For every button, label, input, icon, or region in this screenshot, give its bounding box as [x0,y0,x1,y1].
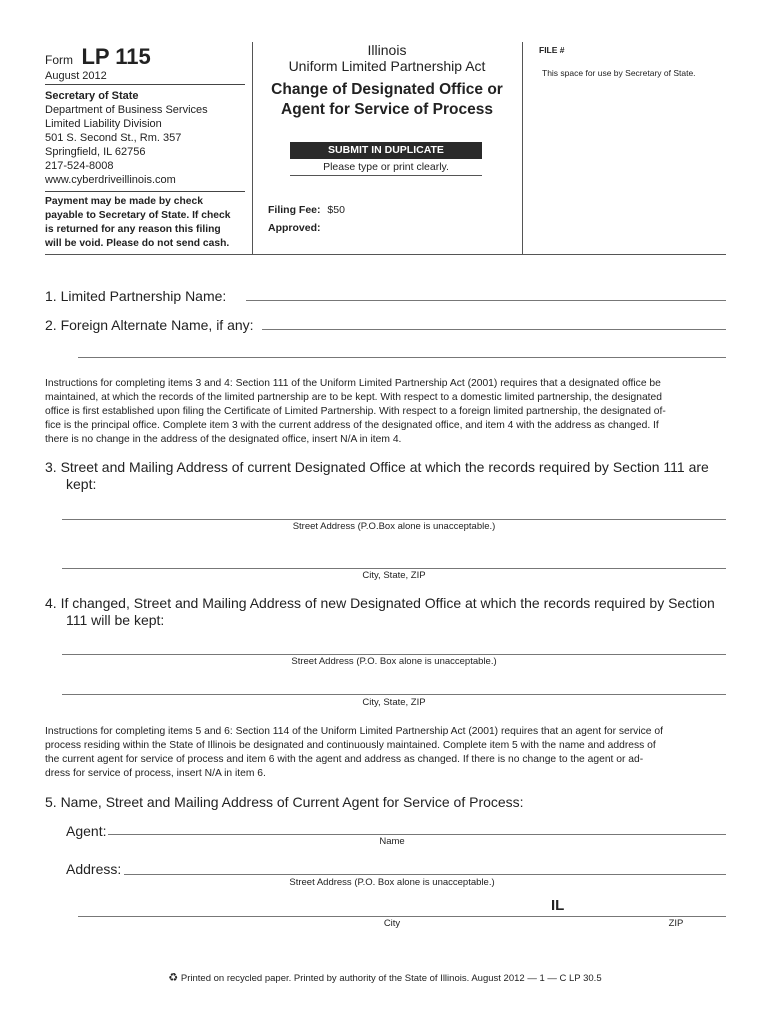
file-space-note: This space for use by Secretary of State. [542,68,696,78]
item5-label: 5. Name, Street and Mailing Address of Current Agent for Service of Process: [45,794,524,810]
office-title: Secretary of State [45,90,139,102]
office-website: www.cyberdriveillinois.com [45,174,176,186]
instruction-line: the current agent for service of process and item 6 with the agent and address as changed. If there is no change to the agent or ad- [45,754,644,765]
instructions-items-5-6 [45,725,663,781]
agent-name-field[interactable] [108,818,726,835]
state-name: Illinois [367,42,407,58]
item3-line2: kept: [66,476,97,492]
act-name: Uniform Limited Partnership Act [288,58,486,74]
instruction-line: Instructions for completing items 3 and 4: Section 111 of the Uniform Limited Partnership Act (2001) requires that a designated office be [45,378,661,389]
agent-street-caption: Street Address (P.O. Box alone is unacceptable.) [289,877,495,888]
instructions-items-3-4 [45,377,666,447]
zip-caption: ZIP [668,918,684,929]
column-divider [522,42,523,254]
payment-note-line: payable to Secretary of State. If check [45,210,231,221]
form-title-line2: Agent for Service of Process [281,101,493,118]
submit-duplicate-banner: SUBMIT IN DUPLICATE [290,142,482,159]
foreign-alternate-name-field[interactable] [262,313,726,330]
item4-city-state-zip-field[interactable] [62,678,726,695]
form-title-line1: Change of Designated Office or [271,81,503,98]
filing-fee-value: $50 [327,204,345,216]
footer [0,971,770,984]
office-line: Limited Liability Division [45,118,162,130]
item4-line2: 111 will be kept: [66,612,165,628]
state-value: IL [551,897,565,914]
filing-fee [268,204,345,216]
item4-street-field[interactable] [62,638,726,655]
office-line: Springfield, IL 62756 [45,146,146,158]
form-word: Form [45,53,73,67]
office-line: Department of Business Services [45,104,208,116]
item2-label: 2. Foreign Alternate Name, if any: [45,317,254,333]
payment-note-line: Payment may be made by check [45,196,203,207]
instruction-line: process residing within the State of Illinois be designated and continuously maintained. Complete item 5 with the name and address of [45,740,656,751]
payment-note-line: will be void. Please do not send cash. [45,238,230,249]
file-number-label: FILE # [539,45,565,55]
item4-street-caption: Street Address (P.O. Box alone is unacceptable.) [291,656,497,667]
instruction-line: office is first established upon filing the Certificate of Limited Partnership. With respect to a foreign limited partnership, the designated of- [45,406,666,417]
item3-line1: 3. Street and Mailing Address of current Designated Office at which the records required by Section 111 are [45,459,709,475]
filing-fee-label: Filing Fee: [268,204,321,216]
form-date: August 2012 [45,70,107,82]
item4-line1: 4. If changed, Street and Mailing Address of new Designated Office at which the records required by Section [45,595,715,611]
header-divider [45,254,726,255]
instruction-line: maintained, at which the records of the limited partnership are to be kept. With respect to a domestic limited partnership, the designated [45,392,662,403]
payment-note [45,195,230,251]
item4-label [45,595,715,629]
city-caption: City [383,918,401,929]
foreign-alternate-name-field-line2[interactable] [78,341,726,358]
agent-label: Agent: [66,823,107,839]
item3-label [45,459,709,493]
item3-street-field[interactable] [62,503,726,520]
instruction-line: fice is the principal office. Complete item 3 with the current address of the designated office, and item 4 with the address as changed. If [45,420,659,431]
instruction-line: Instructions for completing items 5 and 6: Section 114 of the Uniform Limited Partnership Act (2001) requires that an agent for service of [45,726,663,737]
divider [45,84,245,85]
address-label: Address: [66,861,122,877]
form-id [45,44,151,70]
item3-city-caption: City, State, ZIP [362,570,426,581]
approved-label: Approved: [268,222,321,234]
item4-city-caption: City, State, ZIP [362,697,426,708]
item3-street-caption: Street Address (P.O.Box alone is unacceptable.) [292,521,496,532]
item3-city-state-zip-field[interactable] [62,552,726,569]
limited-partnership-name-field[interactable] [246,284,726,301]
item1-label: 1. Limited Partnership Name: [45,288,227,304]
office-line: 501 S. Second St., Rm. 357 [45,132,182,144]
recycle-icon: ♻ [168,971,179,984]
agent-name-caption: Name [379,836,405,847]
footer-text: Printed on recycled paper. Printed by authority of the State of Illinois. August 2012 — 1 — C LP 30.5 [180,973,602,984]
payment-note-line: is returned for any reason this filing [45,224,221,235]
divider [45,191,245,192]
agent-city-zip-field[interactable] [78,900,726,917]
agent-street-field[interactable] [124,858,726,875]
form-number: LP 115 [81,44,151,69]
print-note: Please type or print clearly. [290,161,482,176]
instruction-line: dress for service of process, insert N/A in item 6. [45,768,266,779]
instruction-line: there is no change in the address of the designated office, insert N/A in item 4. [45,434,402,445]
office-address [45,103,208,187]
office-line: 217-524-8008 [45,160,114,172]
